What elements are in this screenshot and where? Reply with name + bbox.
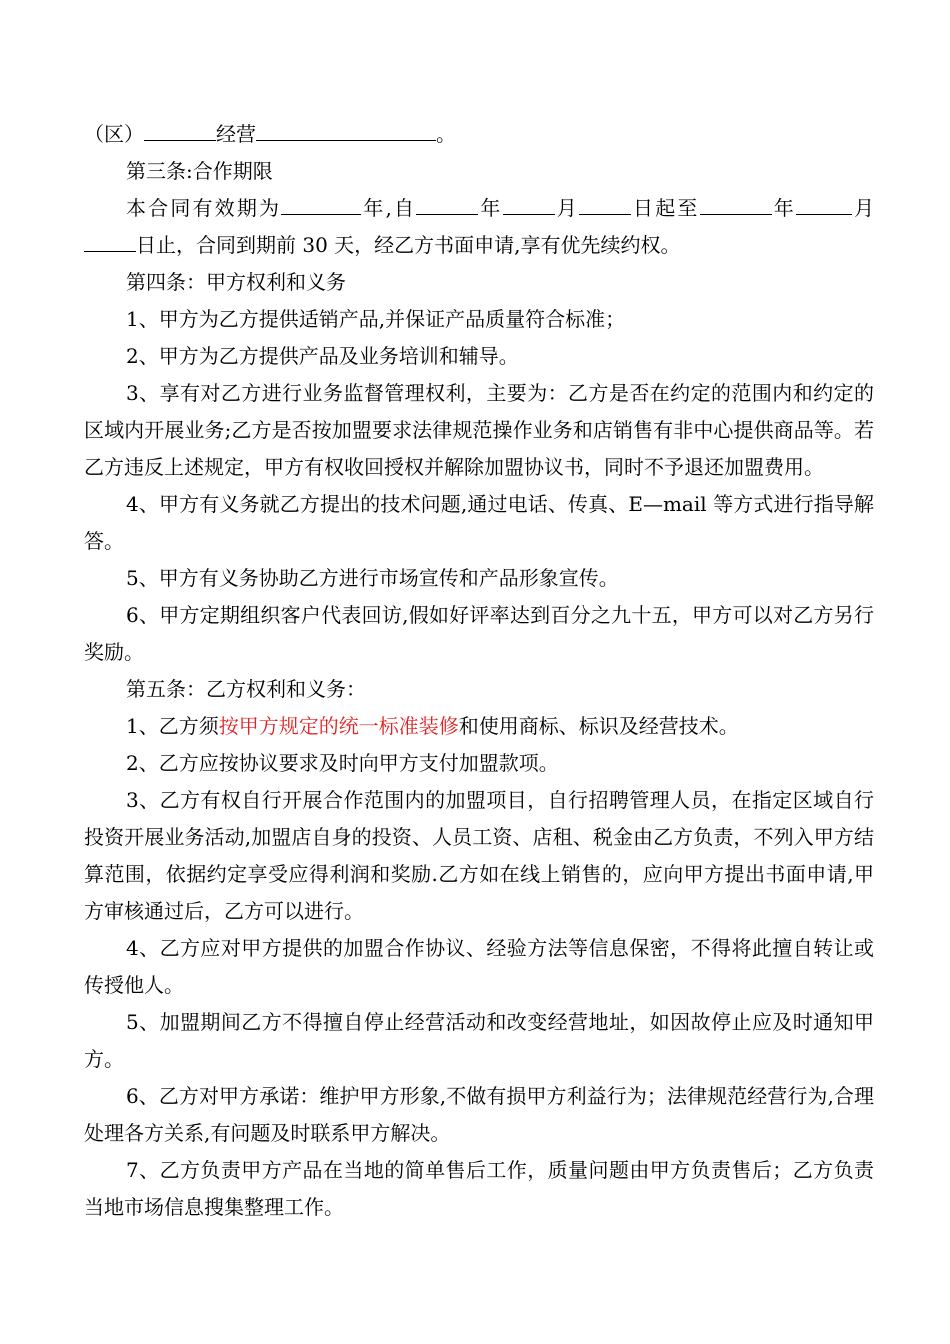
highlighted-text: 按甲方规定的统一标准装修	[218, 714, 459, 738]
article5-item: 3、乙方有权自行开展合作范围内的加盟项目，自行招聘管理人员，在指定区域自行投资开展业务活动,加盟店自身的投资、人员工资、店租、税金由乙方负责，不列入甲方结算范围，依据约定享受应得利润和奖励.乙方如在线上销售的，应向甲方提出书面申请,甲方审核通过后，乙方可以进行。	[84, 788, 874, 923]
article5-item: 7、乙方负责甲方产品在当地的简单售后工作，质量问题由甲方负责售后；乙方负责当地市场信息搜集整理工作。	[84, 1158, 874, 1219]
term-text-g: 月	[851, 196, 875, 220]
article5-item: 5、加盟期间乙方不得擅自停止经营活动和改变经营地址，如因故停止应及时通知甲方。	[84, 1010, 874, 1071]
article5-item: 4、乙方应对甲方提供的加盟合作协议、经验方法等信息保密，不得将此擅自转让或传授他人。	[84, 936, 874, 997]
article4-item: 4、甲方有义务就乙方提出的技术问题,通过电话、传真、E—mail 等方式进行指导解答。	[84, 492, 874, 553]
term-text-e: 日起至	[630, 196, 700, 220]
region-line	[84, 116, 874, 153]
article5-item1-text-a: 1、乙方须	[126, 714, 219, 738]
contract-page	[84, 116, 874, 1226]
term-text-a: 本合同有效期为	[126, 196, 282, 220]
article4-item: 1、甲方为乙方提供适销产品,并保证产品质量符合标准；	[126, 307, 626, 331]
term-text-f: 年	[771, 196, 796, 220]
article3-title: 第三条:合作期限	[126, 159, 273, 183]
article3-term-paragraph	[84, 190, 874, 264]
article4-title: 第四条：甲方权利和义务	[126, 270, 346, 294]
article5-item1-text-b: 和使用商标、标识及经营技术。	[458, 714, 739, 738]
article5-item-1	[84, 708, 874, 745]
term-text-c: 年	[478, 196, 503, 220]
start-month-blank[interactable]	[503, 190, 555, 215]
term-text-d: 月	[554, 196, 579, 220]
business-label: 经营	[216, 122, 256, 146]
term-text-b: 年,自	[361, 196, 417, 220]
article5-item: 6、乙方对甲方承诺：维护甲方形象,不做有损甲方利益行为；法律规范经营行为,合理处理各方关系,有问题及时联系甲方解决。	[84, 1084, 874, 1145]
article4-item: 5、甲方有义务协助乙方进行市场宣传和产品形象宣传。	[126, 566, 619, 590]
region-prefix: （区）	[84, 122, 144, 146]
article4-item: 2、甲方为乙方提供产品及业务培训和辅导。	[126, 344, 519, 368]
article5-item: 2、乙方应按协议要求及时向甲方支付加盟款项。	[126, 751, 559, 775]
start-year-blank[interactable]	[416, 190, 478, 215]
term-text-h: 日止，合同到期前 30 天，经乙方书面申请,享有优先续约权。	[136, 233, 681, 257]
article4-item: 3、享有对乙方进行业务监督管理权利，主要为：乙方是否在约定的范围内和约定的区域内开展业务;乙方是否按加盟要求法律规范操作业务和店销售有非中心提供商品等。若乙方违反上述规定，甲方有权收回授权并解除加盟协议书，同时不予退还加盟费用。	[84, 381, 874, 479]
region-suffix: 。	[436, 122, 456, 146]
article4-item: 6、甲方定期组织客户代表回访,假如好评率达到百分之九十五，甲方可以对乙方另行奖励。	[84, 603, 874, 664]
term-years-blank[interactable]	[281, 190, 361, 215]
end-month-blank[interactable]	[796, 190, 852, 215]
business-scope-blank[interactable]	[256, 116, 436, 141]
end-day-blank[interactable]	[84, 227, 136, 252]
article5-title: 第五条：乙方权利和义务：	[126, 677, 366, 701]
region-blank[interactable]	[144, 116, 216, 141]
end-year-blank[interactable]	[700, 190, 772, 215]
start-day-blank[interactable]	[579, 190, 631, 215]
